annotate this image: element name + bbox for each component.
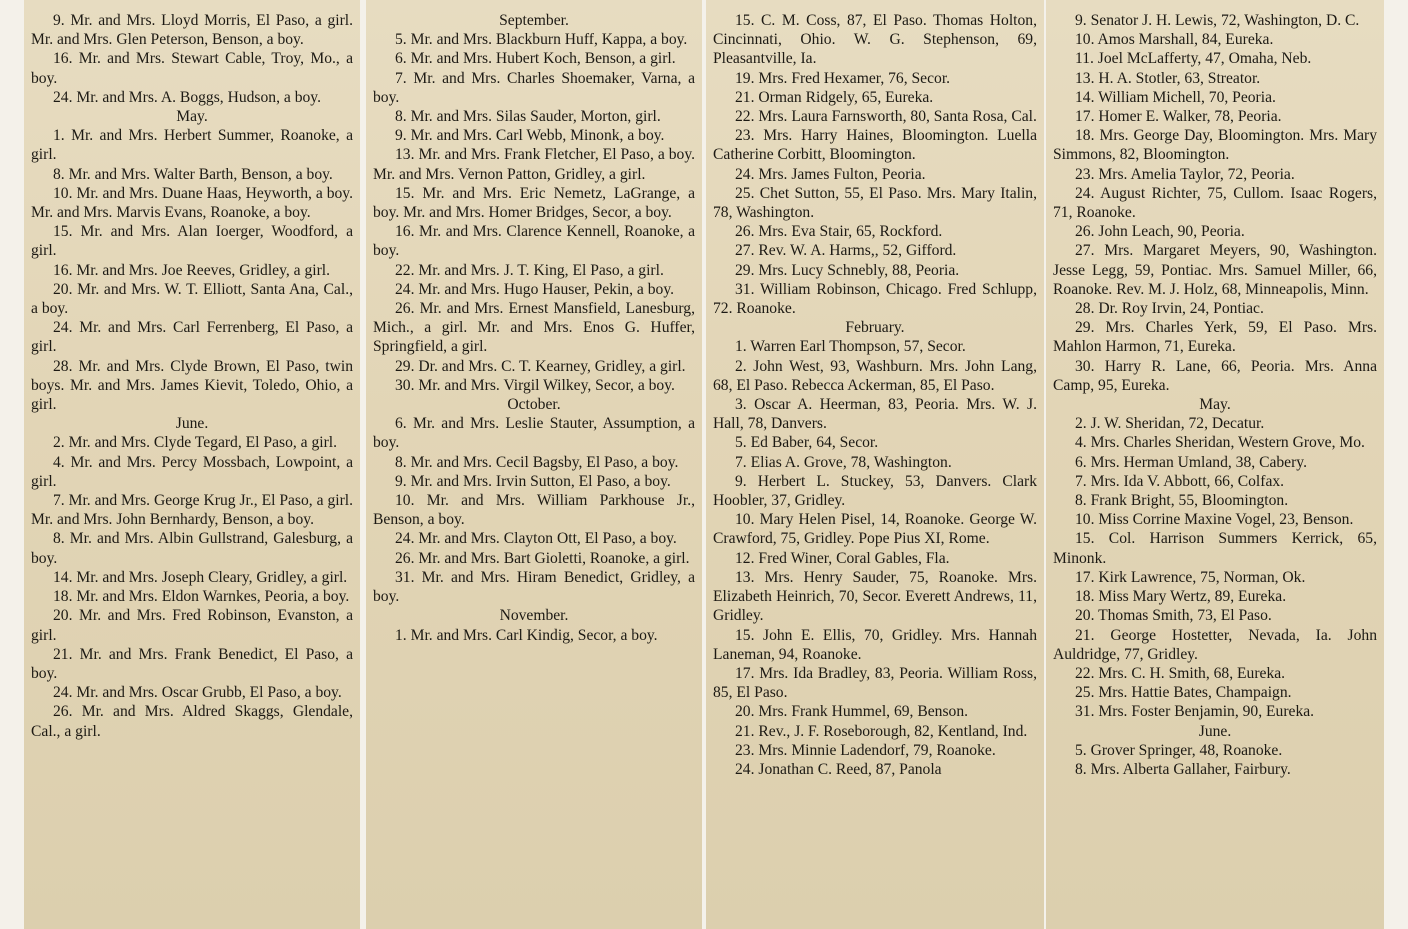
list-entry: 15. John E. Ellis, 70, Gridley. Mrs. Hannah Laneman, 94, Roanoke. bbox=[713, 626, 1037, 663]
list-entry: 27. Rev. W. A. Harms,, 52, Gifford. bbox=[735, 242, 957, 260]
clipping-column-1 bbox=[24, 0, 360, 929]
clipping-column-2 bbox=[366, 0, 702, 929]
list-entry: 24. Mr. and Mrs. Clayton Ott, El Paso, a boy. bbox=[395, 530, 677, 548]
list-entry: 7. Mrs. Ida V. Abbott, 66, Colfax. bbox=[1075, 472, 1285, 490]
list-entry: 10. Amos Marshall, 84, Eureka. bbox=[1075, 31, 1274, 49]
list-entry: 8. Mrs. Alberta Gallaher, Fairbury. bbox=[1075, 760, 1291, 778]
list-entry: 2. J. W. Sheridan, 72, Decatur. bbox=[1075, 415, 1265, 433]
list-entry: 6. Mr. and Mrs. Leslie Stauter, Assumption, a boy. bbox=[373, 415, 695, 452]
clipping-column-3 bbox=[706, 0, 1044, 929]
list-entry: 6. Mrs. Herman Umland, 38, Cabery. bbox=[1075, 453, 1307, 471]
list-entry: 10. Mr. and Mrs. Duane Haas, Heyworth, a boy. Mr. and Mrs. Marvis Evans, Roanoke, a boy. bbox=[31, 184, 353, 222]
list-entry: 25. Chet Sutton, 55, El Paso. Mrs. Mary Italin, 78, Washington. bbox=[713, 184, 1037, 222]
list-entry: 4. Mrs. Charles Sheridan, Western Grove, Mo. bbox=[1075, 434, 1365, 452]
month-heading: October. bbox=[507, 396, 561, 414]
list-entry: 31. Mrs. Foster Benjamin, 90, Eureka. bbox=[1075, 703, 1315, 721]
list-entry: 31. Mr. and Mrs. Hiram Benedict, Gridley, a boy. bbox=[373, 568, 695, 606]
list-entry: 3. Oscar A. Heerman, 83, Peoria. Mrs. W. J. Hall, 78, Danvers. bbox=[713, 396, 1037, 433]
month-heading: September. bbox=[499, 12, 569, 29]
list-entry: 17. Kirk Lawrence, 75, Norman, Ok. bbox=[1075, 568, 1306, 586]
list-entry: 5. Ed Baber, 64, Secor. bbox=[735, 434, 879, 452]
list-entry: 26. Mrs. Eva Stair, 65, Rockford. bbox=[735, 223, 943, 241]
month-heading: November. bbox=[499, 607, 569, 625]
list-entry: 20. Mr. and Mrs. W. T. Elliott, Santa Ana, Cal., a boy. bbox=[31, 280, 353, 318]
list-entry: 21. George Hostetter, Nevada, Ia. John Auldridge, 77, Gridley. bbox=[1053, 626, 1377, 663]
list-entry: 9. Herbert L. Stuckey, 53, Danvers. Clark Hoobler, 37, Gridley. bbox=[713, 472, 1037, 510]
list-entry: 7. Mr. and Mrs. Charles Shoemaker, Varna, a boy. bbox=[373, 69, 695, 106]
list-entry: 24. Mrs. James Fulton, Peoria. bbox=[735, 165, 926, 183]
list-entry: 9. Mr. and Mrs. Carl Webb, Minonk, a boy. bbox=[395, 127, 665, 145]
list-entry: 21. Rev., J. F. Roseborough, 82, Kentland, Ind. bbox=[735, 722, 1028, 740]
list-entry: 19. Mrs. Fred Hexamer, 76, Secor. bbox=[735, 69, 951, 87]
list-entry: 1. Warren Earl Thompson, 57, Secor. bbox=[735, 338, 966, 356]
list-entry: 17. Homer E. Walker, 78, Peoria. bbox=[1075, 108, 1282, 126]
list-entry: 29. Mrs. Lucy Schnebly, 88, Peoria. bbox=[735, 261, 960, 279]
list-entry: 16. Mr. and Mrs. Clarence Kennell, Roanoke, a boy. bbox=[373, 223, 695, 260]
list-entry: 16. Mr. and Mrs. Stewart Cable, Troy, Mo., a boy. bbox=[31, 50, 353, 87]
list-entry: 14. Mr. and Mrs. Joseph Cleary, Gridley, a girl. bbox=[53, 568, 348, 586]
list-entry: 31. William Robinson, Chicago. Fred Schlupp, 72. Roanoke. bbox=[713, 280, 1037, 318]
list-entry: 8. Mr. and Mrs. Albin Gullstrand, Galesburg, a boy. bbox=[31, 530, 353, 567]
list-entry: 8. Mr. and Mrs. Silas Sauder, Morton, girl. bbox=[395, 108, 661, 126]
list-entry: 12. Fred Winer, Coral Gables, Fla. bbox=[735, 549, 950, 567]
list-entry: 2. John West, 93, Washburn. Mrs. John Lang, 68, El Paso. Rebecca Ackerman, 85, El Paso. bbox=[713, 357, 1037, 394]
list-entry: 10. Miss Corrine Maxine Vogel, 23, Benson. bbox=[1075, 511, 1354, 529]
list-entry: 9. Mr. and Mrs. Irvin Sutton, El Paso, a boy. bbox=[395, 472, 671, 490]
list-entry: 15. Mr. and Mrs. Eric Nemetz, LaGrange, a boy. Mr. and Mrs. Homer Bridges, Secor, a boy. bbox=[373, 184, 695, 222]
list-entry: 22. Mrs. Laura Farnsworth, 80, Santa Rosa, Cal. bbox=[735, 108, 1037, 126]
list-entry: 4. Mr. and Mrs. Percy Mossbach, Lowpoint, a girl. bbox=[31, 453, 353, 490]
list-entry: 23. Mrs. Minnie Ladendorf, 79, Roanoke. bbox=[735, 741, 996, 759]
list-entry: 26. Mr. and Mrs. Bart Gioletti, Roanoke, a girl. bbox=[395, 549, 690, 567]
month-heading: February. bbox=[845, 319, 905, 337]
list-entry: 24. Jonathan C. Reed, 87, Panola bbox=[735, 760, 942, 778]
month-heading: June. bbox=[175, 415, 209, 433]
list-entry: 17. Mrs. Ida Bradley, 83, Peoria. William Ross, 85, El Paso. bbox=[713, 664, 1037, 702]
list-entry: 25. Mrs. Hattie Bates, Champaign. bbox=[1075, 684, 1292, 702]
list-entry: 18. Miss Mary Wertz, 89, Eureka. bbox=[1075, 588, 1287, 606]
list-entry: 26. Mr. and Mrs. Aldred Skaggs, Glendale, Cal., a girl. bbox=[31, 703, 353, 740]
list-entry: 21. Orman Ridgely, 65, Eureka. bbox=[735, 88, 934, 106]
month-heading: June. bbox=[1198, 722, 1232, 740]
list-entry: 1. Mr. and Mrs. Herbert Summer, Roanoke, a girl. bbox=[31, 127, 353, 164]
list-entry: 9. Mr. and Mrs. Lloyd Morris, El Paso, a girl. Mr. and Mrs. Glen Peterson, Benson, a boy. bbox=[31, 12, 353, 49]
list-entry: 26. Mr. and Mrs. Ernest Mansfield, Lanesburg, Mich., a girl. Mr. and Mrs. Enos G. Huffer, Springfield, a girl. bbox=[373, 300, 695, 356]
list-entry: 21. Mr. and Mrs. Frank Benedict, El Paso, a boy. bbox=[31, 645, 353, 682]
list-entry: 13. Mr. and Mrs. Frank Fletcher, El Paso, a boy. Mr. and Mrs. Vernon Patton, Gridley, a girl. bbox=[373, 146, 695, 183]
list-entry: 20. Mrs. Frank Hummel, 69, Benson. bbox=[735, 703, 969, 721]
list-entry: 20. Thomas Smith, 73, El Paso. bbox=[1075, 607, 1272, 625]
list-entry: 23. Mrs. Amelia Taylor, 72, Peoria. bbox=[1075, 165, 1295, 183]
list-entry: 15. Col. Harrison Summers Kerrick, 65, Minonk. bbox=[1053, 530, 1377, 567]
list-entry: 1. Mr. and Mrs. Carl Kindig, Secor, a boy. bbox=[395, 626, 658, 644]
list-entry: 28. Dr. Roy Irvin, 24, Pontiac. bbox=[1075, 300, 1264, 318]
list-entry: 18. Mr. and Mrs. Eldon Warnkes, Peoria, a boy. bbox=[53, 588, 350, 606]
list-entry: 5. Grover Springer, 48, Roanoke. bbox=[1075, 741, 1283, 759]
list-entry: 23. Mrs. Harry Haines, Bloomington. Luella Catherine Corbitt, Bloomington. bbox=[713, 127, 1037, 164]
list-entry: 13. Mrs. Henry Sauder, 75, Roanoke. Mrs. Elizabeth Heinrich, 70, Secor. Everett Andrews, 11, Gridley. bbox=[713, 568, 1037, 625]
list-entry: 18. Mrs. George Day, Bloomington. Mrs. Mary Simmons, 82, Bloomington. bbox=[1053, 127, 1377, 164]
list-entry: 24. Mr. and Mrs. Hugo Hauser, Pekin, a boy. bbox=[395, 280, 675, 298]
list-entry: 24. Mr. and Mrs. A. Boggs, Hudson, a boy. bbox=[53, 88, 321, 106]
list-entry: 13. H. A. Stotler, 63, Streator. bbox=[1075, 69, 1261, 87]
list-entry: 29. Mrs. Charles Yerk, 59, El Paso. Mrs. Mahlon Harmon, 71, Eureka. bbox=[1053, 319, 1377, 356]
list-entry: 29. Dr. and Mrs. C. T. Kearney, Gridley, a girl. bbox=[395, 357, 686, 375]
list-entry: 5. Mr. and Mrs. Blackburn Huff, Kappa, a boy. bbox=[395, 31, 688, 49]
list-entry: 22. Mr. and Mrs. J. T. King, El Paso, a girl. bbox=[395, 261, 664, 279]
list-entry: 7. Mr. and Mrs. George Krug Jr., El Paso, a girl. Mr. and Mrs. John Bernhardy, Benson, a boy. bbox=[31, 492, 353, 529]
list-entry: 7. Elias A. Grove, 78, Washington. bbox=[735, 453, 952, 471]
list-entry: 26. John Leach, 90, Peoria. bbox=[1075, 223, 1245, 241]
list-entry: 22. Mrs. C. H. Smith, 68, Eureka. bbox=[1075, 664, 1286, 682]
list-entry: 30. Harry R. Lane, 66, Peoria. Mrs. Anna Camp, 95, Eureka. bbox=[1053, 357, 1377, 394]
list-entry: 8. Mr. and Mrs. Cecil Bagsby, El Paso, a boy. bbox=[395, 453, 679, 471]
list-entry: 28. Mr. and Mrs. Clyde Brown, El Paso, twin boys. Mr. and Mrs. James Kievit, Toledo, Ohio, a girl. bbox=[31, 357, 353, 414]
list-entry: 2. Mr. and Mrs. Clyde Tegard, El Paso, a girl. bbox=[53, 434, 338, 452]
clipping-column-4 bbox=[1046, 0, 1384, 929]
list-entry: 27. Mrs. Margaret Meyers, 90, Washington. Jesse Legg, 59, Pontiac. Mrs. Samuel Miller, 66, Roanoke. Rev. M. J. Holz, 68, Minneapolis, Minn. bbox=[1053, 242, 1377, 298]
list-entry: 6. Mr. and Mrs. Hubert Koch, Benson, a girl. bbox=[395, 50, 676, 68]
month-heading: May. bbox=[176, 108, 208, 126]
list-entry: 24. August Richter, 75, Cullom. Isaac Rogers, 71, Roanoke. bbox=[1053, 184, 1377, 222]
list-entry: 10. Mr. and Mrs. William Parkhouse Jr., Benson, a boy. bbox=[373, 492, 695, 529]
list-entry: 30. Mr. and Mrs. Virgil Wilkey, Secor, a boy. bbox=[395, 376, 675, 394]
list-entry: 16. Mr. and Mrs. Joe Reeves, Gridley, a girl. bbox=[53, 261, 331, 279]
list-entry: 9. Senator J. H. Lewis, 72, Washington, D. C. bbox=[1075, 12, 1360, 29]
month-heading: May. bbox=[1199, 396, 1231, 414]
list-entry: 14. William Michell, 70, Peoria. bbox=[1075, 88, 1276, 106]
list-entry: 8. Mr. and Mrs. Walter Barth, Benson, a boy. bbox=[53, 165, 333, 183]
list-entry: 15. C. M. Coss, 87, El Paso. Thomas Holton, Cincinnati, Ohio. W. G. Stephenson, 69, Pleasantville, Ia. bbox=[713, 12, 1037, 68]
list-entry: 24. Mr. and Mrs. Carl Ferrenberg, El Paso, a girl. bbox=[31, 319, 353, 356]
list-entry: 8. Frank Bright, 55, Bloomington. bbox=[1075, 492, 1289, 510]
list-entry: 24. Mr. and Mrs. Oscar Grubb, El Paso, a boy. bbox=[53, 684, 342, 702]
list-entry: 10. Mary Helen Pisel, 14, Roanoke. George W. Crawford, 75, Gridley. Pope Pius XI, Rome. bbox=[713, 511, 1037, 548]
list-entry: 15. Mr. and Mrs. Alan Ioerger, Woodford, a girl. bbox=[31, 223, 353, 260]
list-entry: 20. Mr. and Mrs. Fred Robinson, Evanston, a girl. bbox=[31, 607, 353, 644]
list-entry: 11. Joel McLafferty, 47, Omaha, Neb. bbox=[1075, 50, 1312, 68]
